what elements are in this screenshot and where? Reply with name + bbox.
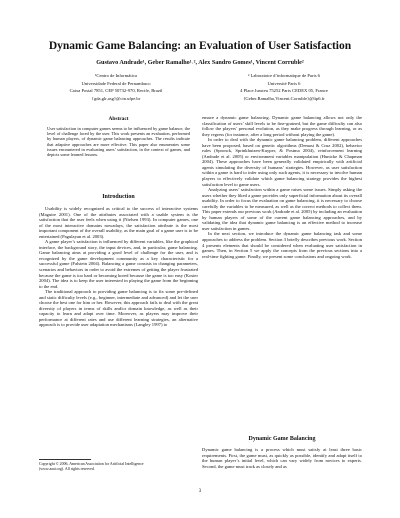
dynamic-game-balancing-body xyxy=(202,447,362,469)
body-paragraph: Analyzing users’ satisfaction within a game raises some issues. Simply asking the users whether they liked a game provides only superficial information about its overall usability. In order to focus the evaluation on game balancing, it is necessary to choose carefully the variables to be measured, as well as the correct methods to collect them. This paper extends our previous work (Andrade et al. 2005) by including an evaluation by human players of some of the current game balancing approaches, and by validating the idea that dynamic game balancing is an effective method to increase user satisfaction in games. xyxy=(202,187,362,231)
affiliation-line: Université Paris 6 xyxy=(267,80,301,86)
body-paragraph: In the next section, we introduce the dynamic game balancing task and some approaches to address the problem. Section 3 briefly describes previous work. Section 4 presents elements that should be considered when evaluating user satisfaction in games. Then, in Section 5 we apply the concepts from the previous sections into a real-time fighting game. Finally, we present some conclusions and ongoing work. xyxy=(202,231,362,259)
body-paragraph: In order to deal with the dynamic game balancing problem, different approaches have been proposed, based on genetic algorithms (Demasi & Cruz 2002), behavior rules (Spronck, Sprinkhuizen-Kuyper, & Postma 2004), reinforcement learning (Andrade et al. 2005) or environment variables manipulation (Hunicke & Chapman 2004). These approaches have been generally validated empirically with artificial agents simulating the diversity of humans’ strategies. However, as user satisfaction within a game is hard to infer using only such agents, it is necessary to involve human players to effectively validate which game balancing strategy provides the highest satisfaction level to game users. xyxy=(202,137,362,187)
author-list: Gustavo Andrade¹, Geber Ramalho¹˒², Alex Sandro Gomes¹, Vincent Corruble² xyxy=(96,59,304,66)
affiliation-email: {gda,glr,asg}@cin.ufpe.br xyxy=(91,95,141,101)
body-paragraph: Dynamic game balancing is a process which must satisfy at least three basic requirements. First, the game must, as quickly as possible, identify and adapt itself to the human player’s initial level, which can vary widely from novices to experts. Second, the game must track as closely and as xyxy=(202,447,362,469)
body-paragraph: ensure a dynamic game balancing. Dynamic game balancing allows not only the classification of users’ skill levels to be fine-grained, but the game difficulty can also follow the players’ personal evolution, as they make progress through learning, or as they regress (for instance, after a long period without playing the game). xyxy=(202,115,362,137)
copyright-footnote xyxy=(39,462,198,472)
intro-paragraph: The traditional approach to providing game balancing is to fix some pre-defined and static difficulty levels (e.g., beginner, intermediate and advanced) and let the user choose the best one for him or her. However, this approach fails to deal with the great diversity of players in terms of skills and/or domain knowledge, as well as their capacity to learn and adapt over time. Moreover, as players may improve their performance at different rates and use different learning strategies, an alternative approach is to provide user adaptation mechanisms (Langley 1997) to xyxy=(39,289,198,328)
introduction-heading: Introduction xyxy=(102,194,135,200)
affiliation-email: {Geber.Ramalho,Vincent.Corruble}@lip6.fr xyxy=(243,95,325,101)
abstract-text: User satisfaction in computer games seems to be influenced by game balance, the level of challenge faced by the user. This work presents an evaluation, performed by human players, of dynamic game balancing approaches. The results indicate that adaptive approaches are more effective. This paper also enumerates some issues encountered in evaluating users’ satisfaction, in the context of games, and depicts some learned lessons. xyxy=(47,126,190,158)
footnote-divider xyxy=(39,459,91,460)
affiliation-line: 4 Place Jussieu 75252 Paris CEDEX 05, France xyxy=(240,88,328,94)
intro-paragraph: Usability is widely recognized as critical to the success of interactive systems (Maguire 2001). One of the attributes associated with a usable system is the satisfaction that the user feels when using it (Nielsen 1993). In computer games, one of the most interactive domains nowadays, the satisfaction attribute is the most important component of the overall usability, as the main goal of a game user is to be entertained (Pagulayan et al. 2003). xyxy=(39,206,198,239)
page-number: 3 xyxy=(198,489,202,494)
affiliation-left xyxy=(36,72,196,102)
intro-paragraph: A game player’s satisfaction is influenced by different variables, like the graphical interface, the background story, the input devices, and, in particular, game balancing. Game balancing aims at providing a good level of challenge for the user, and is recognized by the game development community as a key characteristic for a successful game (Falstein 2004). Balancing a game consists in changing parameters, scenarios and behaviors in order to avoid the extremes of getting the player frustrated because the game is too hard or becoming bored because the game is too easy (Koster 2004). The idea is to keep the user interested in playing the game from the beginning to the end. xyxy=(39,239,198,289)
affiliation-right xyxy=(204,72,364,102)
paper-title: Dynamic Game Balancing: an Evaluation of User Satisfaction xyxy=(48,40,352,52)
abstract-heading: Abstract xyxy=(108,116,129,122)
affiliation-line: Universidade Federal de Pernambuco xyxy=(81,80,151,86)
right-column-body xyxy=(202,115,362,259)
affiliation-line: ¹Centro de Informática xyxy=(95,73,137,78)
footnote-line: Copyright © 2006, American Association for Artificial Intelligence xyxy=(39,462,144,466)
affiliation-line: Caixa Postal 7851, CEP 50732-970, Recife, Brazil xyxy=(69,88,163,94)
affiliation-line: ² Laboratoire d’informatique de Paris 6 xyxy=(248,73,320,78)
introduction-body xyxy=(39,206,198,328)
footnote-line: (www.aaai.org). All rights reserved. xyxy=(39,466,95,471)
dynamic-game-balancing-heading: Dynamic Game Balancing xyxy=(248,436,316,442)
